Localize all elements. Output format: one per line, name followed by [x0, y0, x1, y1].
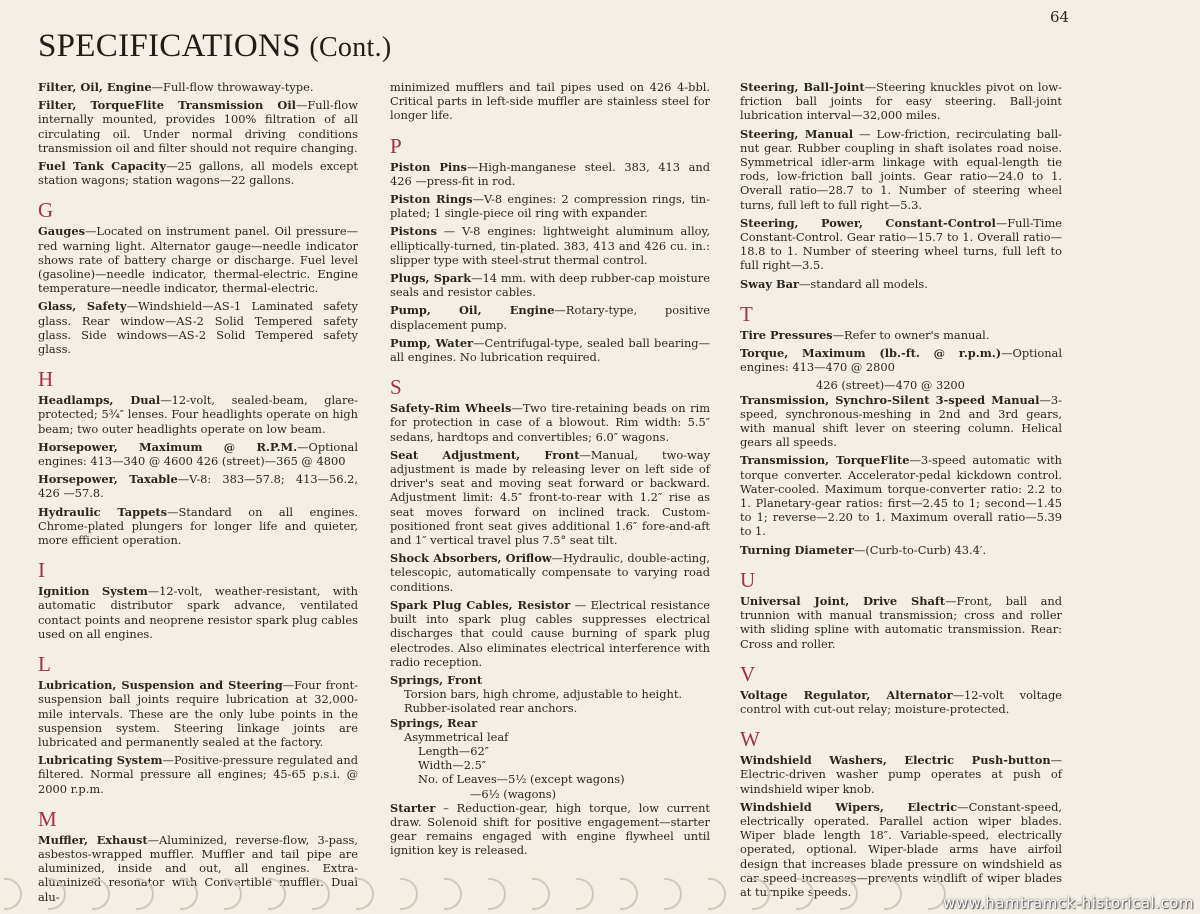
section-letter: T [740, 301, 753, 326]
spec-term: Voltage Regulator, Alternator [740, 687, 953, 702]
spec-entry [38, 678, 358, 749]
spec-entry [740, 688, 1062, 716]
binder-ring [576, 878, 594, 910]
spec-entry [38, 753, 358, 796]
binder-ring [488, 878, 506, 910]
binder-ring [532, 878, 550, 910]
spec-description: —Hydraulic, double-acting, telescopic, automatically compensate to varying road conditions. [390, 551, 710, 594]
binder-ring [92, 878, 110, 910]
binder-ring [400, 878, 418, 910]
spec-entry [740, 594, 1062, 651]
spec-description: —12-volt, sealed-beam, glare-protected; 5¾″ lenses. Four headlights operate on high beam; two outer headlights operate on low beam. [38, 393, 358, 436]
spec-term: Universal Joint, Drive Shaft [740, 593, 946, 608]
spec-description: —Aluminized, reverse-flow, 3-pass, asbestos-wrapped muffler. Muffler and tail pipe are aluminized, inside and out, all engines. Extra-aluminized resonator with Convertible muffler. Dual alu- [38, 832, 358, 904]
spec-term: Transmission, TorqueFlite [740, 453, 910, 468]
spec-description: —Refer to owner's manual. [832, 327, 990, 342]
spec-entry [390, 192, 710, 220]
spec-entry [390, 801, 710, 858]
spec-entry [740, 346, 1062, 374]
binder-ring [4, 878, 22, 910]
spec-entry [740, 277, 1062, 291]
spec-term: Ignition System [38, 584, 148, 599]
spec-description: —High-manganese steel. 383, 413 and 426 —press-fit in rod. [390, 159, 711, 188]
binder-ring [224, 878, 242, 910]
spec-description: —Front, ball and trunnion with manual transmission; cross and roller with sliding spline with automatic transmission. Rear: Cross and roller. [740, 593, 1062, 651]
spec-term: Pistons [390, 224, 437, 239]
spec-term: Lubricating System [38, 753, 163, 768]
spec-entry [390, 271, 710, 299]
spec-column-2 [390, 80, 710, 862]
spec-description: —Optional engines: 413—470 @ 2800 [740, 346, 1062, 375]
spec-entry [38, 159, 358, 187]
spec-description: —3-speed, synchronous-meshing in 2nd and 3rd gears, with manual shift lever on steering column. Helical gears all speeds. [740, 392, 1062, 450]
spec-term: Starter [390, 800, 436, 815]
binder-ring [444, 878, 462, 910]
section-letter: H [38, 367, 54, 392]
spec-entry [390, 160, 710, 188]
spec-term: Gauges [38, 224, 86, 239]
spec-entry [38, 393, 358, 436]
spec-entry [390, 401, 710, 444]
spec-description: —Optional engines: 413—340 @ 4600 426 (street)—365 @ 4800 [38, 439, 358, 469]
spec-description: —Manual, two-way adjustment is made by releasing lever on left side of driver's seat and moving seat forward or backward. Adjustment limit: 4.5″ front-to-rear with 1.2″ rise as seat moves forward on inclined track. Custom-positioned front seat gives additional 1.6″ fore-and-aft and 1″ vertical travel plus 7.5° seat tilt. [390, 447, 710, 548]
spec-term: Turning Diameter [740, 542, 854, 557]
spec-description: —standard all models. [799, 276, 928, 291]
spec-term: Muffler, Exhaust [38, 832, 148, 847]
spec-description: —V-8 engines: 2 compression rings, tin-plated; 1 single-piece oil ring with expander. [390, 192, 710, 221]
spec-description: —Centrifugal-type, sealed ball bearing—all engines. No lubrication required. [390, 335, 710, 365]
spec-entry [38, 505, 358, 548]
section-letter: S [390, 375, 402, 400]
spec-entry [390, 598, 710, 669]
spec-description: —Full-Time Constant-Control. Gear ratio—15.7 to 1. Overall ratio—18.8 to 1. Number of steering wheel turns, full left to full right—3.5. [740, 215, 1062, 273]
binder-ring [620, 878, 638, 910]
spec-entry [38, 299, 358, 356]
spec-entry [740, 453, 1062, 538]
spec-description: —V-8: 383—57.8; 413—56.2, 426 —57.8. [38, 472, 358, 501]
spec-term: Windshield Wipers, Electric [740, 799, 958, 814]
spec-term: Shock Absorbers, Oriflow [390, 551, 552, 566]
binder-ring [796, 878, 814, 910]
spec-term: Horsepower, Taxable [38, 472, 178, 487]
spec-entry [390, 551, 710, 594]
section-letter: I [38, 558, 45, 583]
spec-description: —Two tire-retaining beads on rim for protection in case of a blowout. Rim width: 5.5″ sedans, hardtops and convertibles; 6.0″ wagons. [390, 401, 711, 444]
section-letter: G [38, 198, 54, 223]
spec-description: —Four front-suspension ball joints require lubrication at 32,000-mile intervals. These are the only lube points in the suspension system. Steering linkage joints are lubricated and permanently sealed at the factory. [38, 678, 358, 749]
spec-description: —25 gallons, all models except station wagons; station wagons—22 gallons. [38, 159, 358, 188]
watermark: www.hamtramck-historical.com [943, 894, 1194, 912]
spec-term: Steering, Power, Constant-Control [740, 215, 996, 230]
binder-ring [752, 878, 770, 910]
spec-description: – Reduction-gear, high torque, low current draw. Solenoid shift for positive engagement—starter gear remains engaged with engine flywheel until ignition key is released. [390, 800, 710, 858]
spec-term: Filter, TorqueFlite Transmission Oil [38, 98, 297, 113]
page-title [38, 28, 392, 65]
spec-detail-line: Asymmetrical leaf [404, 729, 509, 744]
binder-ring [708, 878, 726, 910]
spec-entry [740, 543, 1062, 557]
binder-ring [356, 878, 374, 910]
spec-description: — V-8 engines: lightweight aluminum alloy, elliptically-turned, tin-plated. 383, 413 and 426 cu. in.: slipper type with steel-strut thermal control. [390, 224, 710, 267]
spec-entry [38, 440, 358, 468]
section-letter: V [740, 661, 756, 686]
spec-detail-line: 426 (street)—470 @ 3200 [816, 378, 965, 393]
spec-term: Piston Rings [390, 192, 473, 207]
spec-detail-line: Length—62″ [418, 743, 489, 758]
spec-term: Safety-Rim Wheels [390, 401, 512, 416]
spec-description: —Electric-driven washer pump operates at push of windshield wiper knob. [740, 753, 1062, 796]
spec-description: —Steering knuckles pivot on low-friction ball joints for easy steering. Ball-joint lubrication interval—32,000 miles. [740, 80, 1063, 123]
spec-term: Sway Bar [740, 276, 800, 291]
spec-description: —3-speed automatic with torque converter. Accelerator-pedal kickdown control. Water-cooled. Maximum torque-converter ratio: 2.2 to 1. Planetary-gear ratios: first—2.45 to 1; second—1.45 to 1; reverse—2.20 to 1. Maximum overall ratio—5.39 to 1. [740, 453, 1062, 539]
spec-term: Steering, Manual [740, 126, 854, 141]
section-letter: U [740, 567, 756, 592]
spec-detail-line: —6½ (wagons) [470, 786, 557, 801]
spec-term: Hydraulic Tappets [38, 504, 168, 519]
spec-description: minimized mufflers and tail pipes used on 426 4-bbl. Critical parts in left-side muffler are stainless steel for longer life. [390, 80, 710, 123]
spec-description: — Electrical resistance built into spark plug cables suppresses electrical discharges that could cause burning of spark plug electrodes. Also eliminates electrical interference with radio reception. [390, 597, 710, 669]
spec-description: —14 mm. with deep rubber-cap moisture seals and resistor cables. [390, 271, 710, 300]
spec-entry [740, 80, 1062, 123]
spec-term: Steering, Ball-Joint [740, 80, 865, 94]
spec-detail-line: Width—2.5″ [418, 758, 487, 773]
spec-entry [38, 80, 358, 94]
spec-term: Horsepower, Maximum @ R.P.M. [38, 439, 298, 454]
spec-description: —Rotary-type, positive displacement pump. [390, 303, 710, 332]
spec-entry [740, 216, 1062, 273]
spec-detail-line: Torsion bars, high chrome, adjustable to height. [404, 687, 683, 702]
spec-description: —Constant-speed, electrically operated. Parallel action wiper blades. Wiper blade length 18″. Variable-speed, electrically operated, optional. Wiper-blade arms have airfoil design that increases blade pressure on windshield as car speed increases—prevents windlift of wiper blades at turnpike speeds. [740, 799, 1062, 899]
spec-description: —(Curb-to-Curb) 43.4′. [853, 542, 987, 557]
page-title-text: SPECIFICATIONS [38, 28, 301, 64]
binder-ring [136, 878, 154, 910]
spec-term: Seat Adjustment, Front [390, 447, 580, 462]
spec-entry [740, 393, 1062, 450]
spec-description: —Located on instrument panel. Oil pressure—red warning light. Alternator gauge—needle indicator shows rate of battery charge or discharge. Fuel level (gasoline)—needle indicator, thermal-electric. Engine temperature—needle indicator, thermal-electric. [38, 224, 358, 296]
binder-ring [48, 878, 66, 910]
spec-entry [38, 472, 358, 500]
spec-term: Spark Plug Cables, Resistor [390, 597, 571, 612]
spec-entry [740, 127, 1062, 212]
spec-entry [38, 224, 358, 295]
spec-description: —Full-flow throwaway-type. [151, 80, 314, 94]
spec-column-3 [740, 80, 1062, 903]
spec-entry [740, 753, 1062, 796]
spec-entry [390, 336, 710, 364]
spec-detail-line: Rubber-isolated rear anchors. [404, 701, 578, 716]
spec-entry [390, 448, 710, 547]
spec-term: Pump, Oil, Engine [390, 303, 555, 318]
spec-description: —Windshield—AS-1 Laminated safety glass. Rear window—AS-2 Solid Tempered safety glass. Side windows—AS-2 Solid Tempered safety glass. [38, 299, 358, 357]
section-letter: M [38, 806, 57, 831]
spec-entry [390, 224, 710, 267]
spec-description: —12-volt, weather-resistant, with automatic distributor spark advance, ventilated contact points and neoprene resistor spark plug cables used on all engines. [38, 584, 358, 641]
spec-description: —Standard on all engines. Chrome-plated plungers for longer life and quieter, more efficient operation. [38, 504, 359, 548]
spec-entry [390, 303, 710, 331]
spec-description: —Full-flow internally mounted, provides 100% filtration of all circulating oil. Under normal driving conditions transmission oil and filter should not require changing. [38, 98, 358, 155]
binder-ring [268, 878, 286, 910]
spec-entry [740, 328, 1062, 342]
spec-entry [38, 584, 358, 641]
section-letter: P [390, 133, 402, 158]
spec-term: Torque, Maximum (lb.-ft. @ r.p.m.) [740, 346, 1002, 361]
spec-term: Windshield Washers, Electric Push-button [740, 753, 1051, 768]
spec-term: Fuel Tank Capacity [38, 159, 167, 174]
binder-ring [884, 878, 902, 910]
spec-term: Springs, Rear [390, 715, 478, 730]
section-letter: W [740, 727, 760, 752]
spec-term: Transmission, Synchro-Silent 3-speed Manual [740, 392, 1040, 407]
spec-term: Pump, Water [390, 335, 474, 350]
binder-ring [180, 878, 198, 910]
spec-term: Headlamps, Dual [38, 393, 161, 408]
section-letter: L [38, 652, 51, 677]
spec-term: Filter, Oil, Engine [38, 80, 152, 94]
spec-detail-line: No. of Leaves—5½ (except wagons) [418, 772, 625, 787]
spec-term: Piston Pins [390, 159, 467, 174]
spec-description: — Low-friction, recirculating ball-nut gear. Rubber coupling in shaft isolates road noise. Symmetrical idler-arm linkage with equal-length tie rods, low-friction ball joints. Gear ratio—24.0 to 1. Overall ratio—28.7 to 1. Number of steering wheel turns, full left to full right—5.3. [740, 126, 1063, 212]
page-title-suffix: (Cont.) [309, 32, 392, 63]
spec-term: Tire Pressures [740, 327, 833, 342]
spec-entry [38, 98, 358, 155]
spec-term: Plugs, Spark [390, 271, 472, 286]
page-number: 64 [1050, 8, 1070, 26]
spec-term: Springs, Front [390, 672, 483, 687]
spec-description: —12-volt voltage control with cut-out relay; moisture-protected. [740, 687, 1062, 716]
spec-term: Glass, Safety [38, 299, 127, 314]
binder-ring [664, 878, 682, 910]
spec-entry [390, 80, 710, 123]
spec-description: —Positive-pressure regulated and filtered. Normal pressure all engines; 45-65 p.s.i. @ 2000 r.p.m. [38, 753, 358, 796]
spec-column-1 [38, 80, 358, 908]
spec-term: Lubrication, Suspension and Steering [38, 678, 283, 693]
binder-ring [840, 878, 858, 910]
binder-ring [312, 878, 330, 910]
